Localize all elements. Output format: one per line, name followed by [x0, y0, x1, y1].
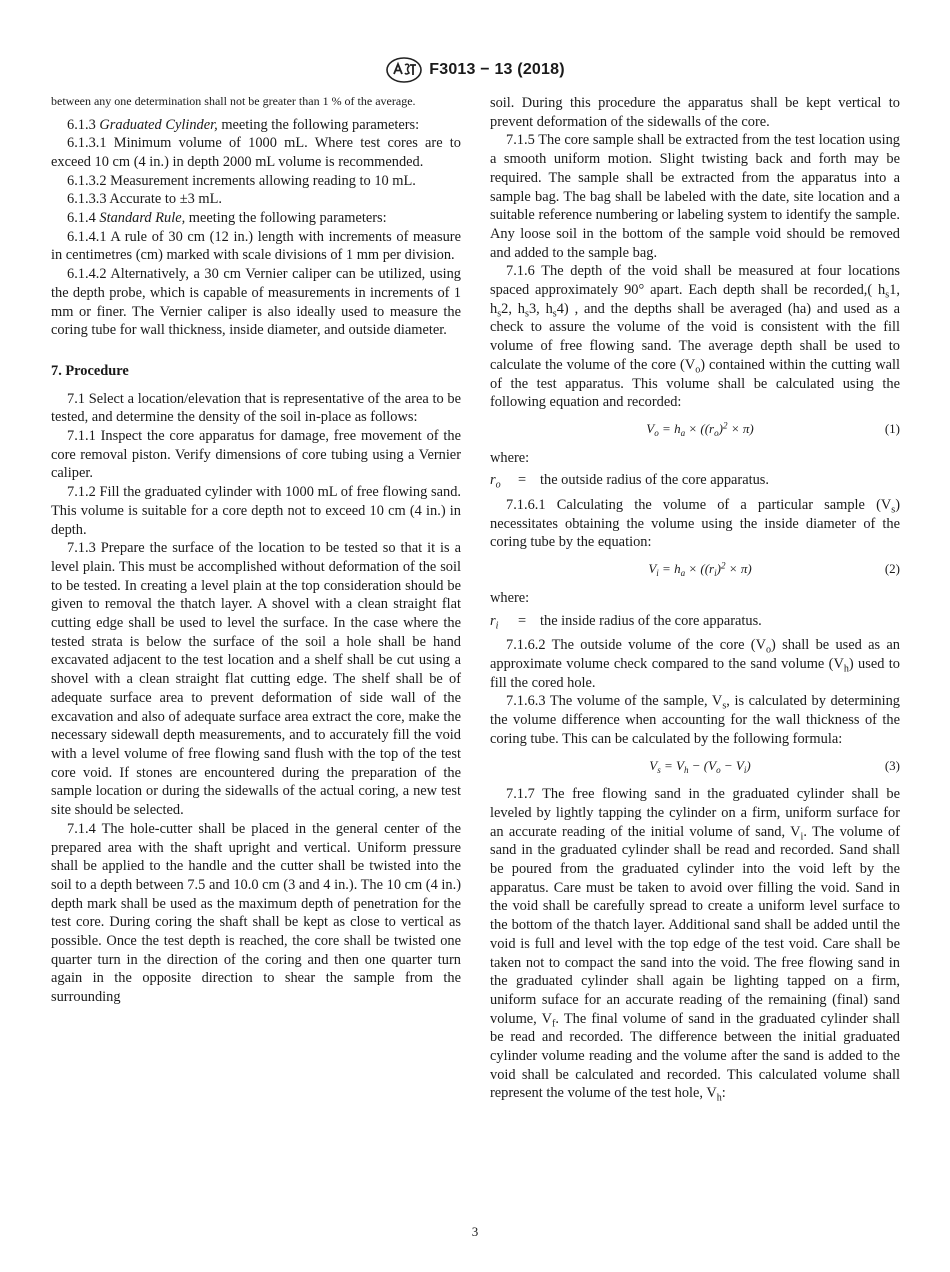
paragraph-7-1-3: 7.1.3 Prepare the surface of the location to be tested so that it is a level plain. This must be accomplished without deformation of the soil to be tested. In creating a level plain at the top consideration should be given to removal the thatch layer. A shovel with a clean straight flat cutting edge shall be used to level the surface. In the case where the tested strata is below the surface of the soil a hole shall be hand excavated adjacent to the test location and a shelf shall be cut using a shovel with a clean straight flat cutting edge. The shelf shall be of adequate surface area to prevent deformation of side wall of the excavation and also of adequate surface area extract the core, make the necessary sidewall depth measurements, and to accurately fill the void with a level volume of free flowing sand flush with the top of the test core void. If stones are encountered during the preparation of the sample location or during the sidewalls of the actual coring, a new test site should be selected. [51, 540, 461, 819]
paragraph-6-1-3-3: 6.1.3.3 Accurate to ±3 mL. [67, 191, 222, 208]
paragraph-7-1-1: 7.1.1 Inspect the core apparatus for damage, free movement of the core removal piston. Verify dimensions of core tubing using a Vernier caliper. [51, 428, 461, 482]
paragraph-7-1-6-3: 7.1.6.3 The volume of the sample, $V_s$, is calculated by determining the volume difference when accounting for the wall thickness of the coring tube. This can be calculated by the following formula: [490, 693, 901, 747]
page-header [0, 56, 950, 84]
paragraph-6-1-3-1: 6.1.3.1 Minimum volume of 1000 mL. Where test cores are to exceed 10 cm (4 in.) in depth 2000 mL volume is recommended. [51, 135, 461, 170]
equation-2 [490, 560, 900, 579]
paragraph-7-1-6-2: 7.1.6.2 The outside volume of the core $(V_o)$ shall be used as an approximate volume check compared to the sand volume $(V_h)$ used to fill the cored hole. [490, 637, 900, 691]
equation-1-formula: $V_o = h_a \times ((r_o)^2 \times \pi)$ [646, 420, 754, 439]
left-column [51, 94, 461, 1007]
paragraph-6-1-4-2: 6.1.4.2 Alternatively, a 30 cm Vernier caliper can be utilized, using the depth probe, which is capable of measurements in increments of 1 mm or finer. The Vernier caliper is also ideally used to measure the coring tube for wall thickness, inside diameter, and outside diameter. [51, 266, 461, 339]
equation-1-number: (1) [884, 420, 900, 436]
paragraph-6-1-3-2: 6.1.3.2 Measurement increments allowing reading to 10 mL. [67, 172, 416, 189]
paragraph-continued-right: soil. During this procedure the apparatus shall be kept vertical to prevent deformation of the sidewalls of the core. [490, 95, 900, 130]
definition-r-i: $r_i$ = the inside radius of the core apparatus. [490, 612, 762, 632]
paragraph-7-1-5: 7.1.5 The core sample shall be extracted from the test location using a smooth uniform motion. Slight twisting back and forth may be required. The sample shall be extracted from the apparatus into a sample bag. The bag shall be labeled with the date, site location and a suitable reference numbering or labeling system to identify the sample. Any loose soil in the bottom of the sample void should be removed and added to the sample bag. [490, 132, 900, 261]
equation-3-number: (3) [884, 757, 900, 773]
standard-designation: F3013 − 13 (2018) [429, 61, 565, 78]
right-column [490, 94, 900, 1103]
paragraph-7-1-6-1: 7.1.6.1 Calculating the volume of a particular sample $(V_s)$ necessitates obtaining the volume using the inside diameter of the coring tube by the equation: [490, 497, 900, 551]
equation-2-formula: $V_i = h_a \times ((r_i)^2 \times \pi)$ [648, 560, 752, 579]
equation-3 [490, 757, 900, 776]
definition-r-o: $r_o$ = the outside radius of the core apparatus. [490, 472, 769, 491]
equation-3-formula: $V_s = V_h - (V_o - V_i)$ [649, 757, 751, 775]
paragraph-7-1-2: 7.1.2 Fill the graduated cylinder with 1000 mL of free flowing sand. This volume is suitable for a core depth not to exceed 10 cm (4 in.) in depth. [51, 484, 461, 538]
paragraph-7-1: 7.1 Select a location/elevation that is representative of the area to be tested, and determine the density of the soil in-place as follows: [51, 390, 461, 426]
equation-2-number: (2) [884, 561, 900, 577]
astm-logo-icon [385, 56, 423, 84]
where-label-2: where: [490, 589, 530, 606]
where-label-1: where: [490, 449, 530, 466]
paragraph-7-1-4: 7.1.4 The hole-cutter shall be placed in the general center of the prepared area with the shaft upright and vertical. Uniform pressure shall be applied to the handle and the cutter shall be twisted into the soil to a depth between 7.5 and 10.0 cm (3 and 4 in.). The 10 cm (4 in.) depth mark shall be used as the maximum depth of penetration for the test core. During coring the shaft shall be kept as close to vertical as possible. Once the test depth is reached, the core shall be twisted one quarter turn in the direction of the coring and then one quarter turn again in the opposite direction to shear the sample from the surrounding [51, 820, 461, 1006]
paragraph-7-1-7: 7.1.7 The free flowing sand in the graduated cylinder shall be leveled by lightly tapping the cylinder on a firm, uniform surface for an accurate reading of the initial volume of sand, $V_i$. The volume of sand in the graduated cylinder shall be read and recorded. Sand shall be poured from the graduated cylinder into the void left by the apparatus. Care must be taken to avoid over filling the void. Sand in the void shall be carefully spread to create a uniform level surface to the bottom of the thatch layer. Additional sand shall be added until the void is full and level with the top edge of the test void. Care shall be taken not to compact the sand into the void. The free flowing sand in the graduated cylinder shall again be lighting tapped on a firm, uniform suface for an accurate reading of the remaining (final) sand volume, $V_f$. The final volume of sand in the graduated cylinder shall be read and recorded. The difference between the initial graduated cylinder volume reading and the volume after the sand is added to the void shall be calculated and recorded. This calculated volume shall represent the volume of the test hole, $V_h$: [490, 786, 901, 1104]
paragraph-continued: between any one determination shall not be greater than 1 % of the average. [51, 94, 416, 108]
paragraph-7-1-6: 7.1.6 The depth of the void shall be measured at four locations spaced approximately 90° apart. Each depth shall be recorded,( $h_s1$, $h_s2$, $h_s3$, $h_s4$) , and the depths shall be averaged (ha) and used as a check to assure the volume of the void is consistent with the fill volume of free flowing sand. The average depth shall be used to calculate the volume of the core $(V_o)$ contained within the cutting wall of the test apparatus. This volume shall be calculated using the following equation and recorded: [490, 263, 900, 411]
paragraph-6-1-3: 6.1.3 Graduated Cylinder, meeting the following parameters: [67, 116, 420, 133]
equation-1 [490, 420, 900, 439]
section-heading-procedure: 7. Procedure [51, 362, 129, 379]
paragraph-6-1-4-1: 6.1.4.1 A rule of 30 cm (12 in.) length with increments of measure in centimetres (cm) marked with scale divisions of 1 mm per division. [51, 228, 461, 264]
page-number: 3 [471, 1224, 479, 1239]
paragraph-6-1-4: 6.1.4 Standard Rule, meeting the following parameters: [67, 210, 387, 227]
